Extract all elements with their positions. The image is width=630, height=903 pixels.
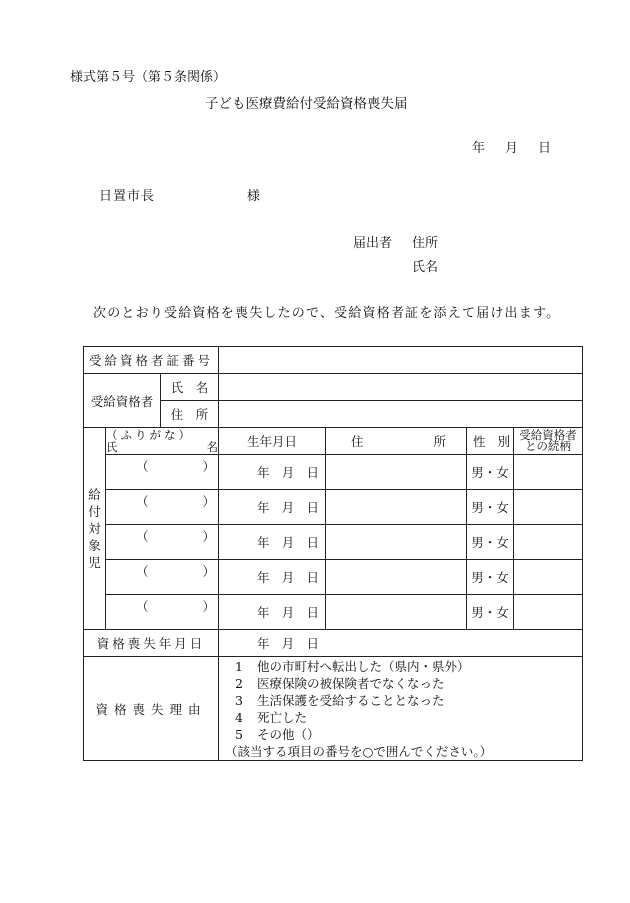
date-line: [472, 137, 551, 156]
addressee-mayor: 日置市長: [99, 189, 156, 204]
reason-option-4[interactable]: 4 死亡した: [235, 710, 308, 725]
dob-header: 生年月日: [219, 428, 326, 455]
cert-number-row: [84, 347, 583, 374]
relation-header-line1: 受給資格者: [519, 428, 577, 442]
sex-header-a: 性: [473, 434, 486, 449]
child-name-field[interactable]: （ ）: [106, 455, 219, 490]
sex-header: [467, 428, 514, 455]
relation-header-line2: との続柄: [525, 439, 571, 453]
address-header: [326, 428, 467, 455]
relation-header: [514, 428, 583, 455]
child-address-field[interactable]: [326, 560, 467, 595]
eligible-name-row: [84, 374, 583, 401]
child-address-field[interactable]: [326, 490, 467, 525]
reason-option-3[interactable]: 3 生活保護を受給することとなった: [235, 693, 445, 708]
furigana-header-name-a: 氏: [106, 440, 118, 454]
body-text: 次のとおり受給資格を喪失したので、受給資格者証を添えて届け出ます。: [93, 306, 561, 321]
children-label-char: 児: [88, 555, 101, 570]
notifier-address-label: 住所: [412, 236, 439, 251]
child-dob-field[interactable]: 年 月 日: [219, 560, 326, 595]
child-dob-field[interactable]: 年 月 日: [219, 455, 326, 490]
children-label-char: 付: [88, 504, 101, 519]
sex-header-b: 別: [497, 434, 510, 449]
notifier-label: 届出者: [353, 236, 393, 251]
child-row: [84, 490, 583, 525]
date-day-label: 日: [538, 141, 552, 156]
loss-reason-row: [84, 657, 583, 761]
children-header-row: [84, 428, 583, 455]
reasons-note: （該当する項目の番号を○で囲んでください。）: [225, 744, 493, 759]
children-label-char: 対: [88, 521, 101, 536]
eligible-person-label: 受給資格者: [84, 374, 161, 428]
notifier-name-label: 氏名: [412, 260, 439, 275]
date-month-label: 月: [505, 141, 519, 156]
loss-date-field[interactable]: 年 月 日: [219, 630, 583, 657]
child-relation-field[interactable]: [514, 490, 583, 525]
child-relation-field[interactable]: [514, 455, 583, 490]
child-dob-field[interactable]: 年 月 日: [219, 490, 326, 525]
child-name-field[interactable]: （ ）: [106, 595, 219, 630]
reason-option-1[interactable]: 1 他の市町村へ転出した（県内・県外）: [235, 659, 470, 674]
address-header-a: 住: [351, 434, 364, 449]
child-sex-field[interactable]: 男・女: [467, 525, 514, 560]
form-number: 様式第５号（第５条関係）: [70, 70, 227, 85]
children-label: [84, 428, 106, 630]
child-name-field[interactable]: （ ）: [106, 525, 219, 560]
child-row: [84, 595, 583, 630]
child-address-field[interactable]: [326, 525, 467, 560]
child-relation-field[interactable]: [514, 560, 583, 595]
child-relation-field[interactable]: [514, 595, 583, 630]
furigana-header-line: （ふりがな）: [106, 428, 193, 442]
child-sex-field[interactable]: 男・女: [467, 490, 514, 525]
children-label-char: 給: [88, 487, 101, 502]
child-row: [84, 525, 583, 560]
loss-date-label: 資格喪失年月日: [84, 630, 219, 657]
child-name-field[interactable]: （ ）: [106, 560, 219, 595]
reason-option-2[interactable]: 2 医療保険の被保険者でなくなった: [235, 676, 445, 691]
child-sex-field[interactable]: 男・女: [467, 560, 514, 595]
furigana-name-header: [106, 428, 219, 455]
furigana-header-name-b: 名: [206, 440, 218, 454]
loss-reason-options[interactable]: [219, 657, 583, 761]
addressee-honorific: 様: [247, 189, 261, 204]
child-relation-field[interactable]: [514, 525, 583, 560]
cert-number-field[interactable]: [219, 347, 583, 374]
child-name-field[interactable]: （ ）: [106, 490, 219, 525]
child-dob-field[interactable]: 年 月 日: [219, 525, 326, 560]
loss-reason-label: 資格喪失理由: [84, 657, 219, 761]
child-sex-field[interactable]: 男・女: [467, 595, 514, 630]
eligible-name-field[interactable]: [219, 374, 583, 401]
children-label-char: 象: [88, 538, 101, 553]
eligible-name-label: 氏 名: [161, 374, 219, 401]
cert-number-label: 受給資格者証番号: [84, 347, 219, 374]
child-sex-field[interactable]: 男・女: [467, 455, 514, 490]
loss-date-row: [84, 630, 583, 657]
address-header-b: 所: [433, 434, 446, 449]
form-title: 子ども医療費給付受給資格喪失届: [205, 96, 408, 112]
eligible-address-label: 住 所: [161, 401, 219, 428]
child-row: [84, 455, 583, 490]
loss-notification-table: [83, 346, 583, 761]
child-address-field[interactable]: [326, 455, 467, 490]
addressee: [99, 185, 261, 204]
child-address-field[interactable]: [326, 595, 467, 630]
child-row: [84, 560, 583, 595]
child-dob-field[interactable]: 年 月 日: [219, 595, 326, 630]
reason-option-5[interactable]: 5 その他（）: [235, 727, 320, 742]
date-year-label: 年: [472, 141, 486, 156]
eligible-address-field[interactable]: [219, 401, 583, 428]
